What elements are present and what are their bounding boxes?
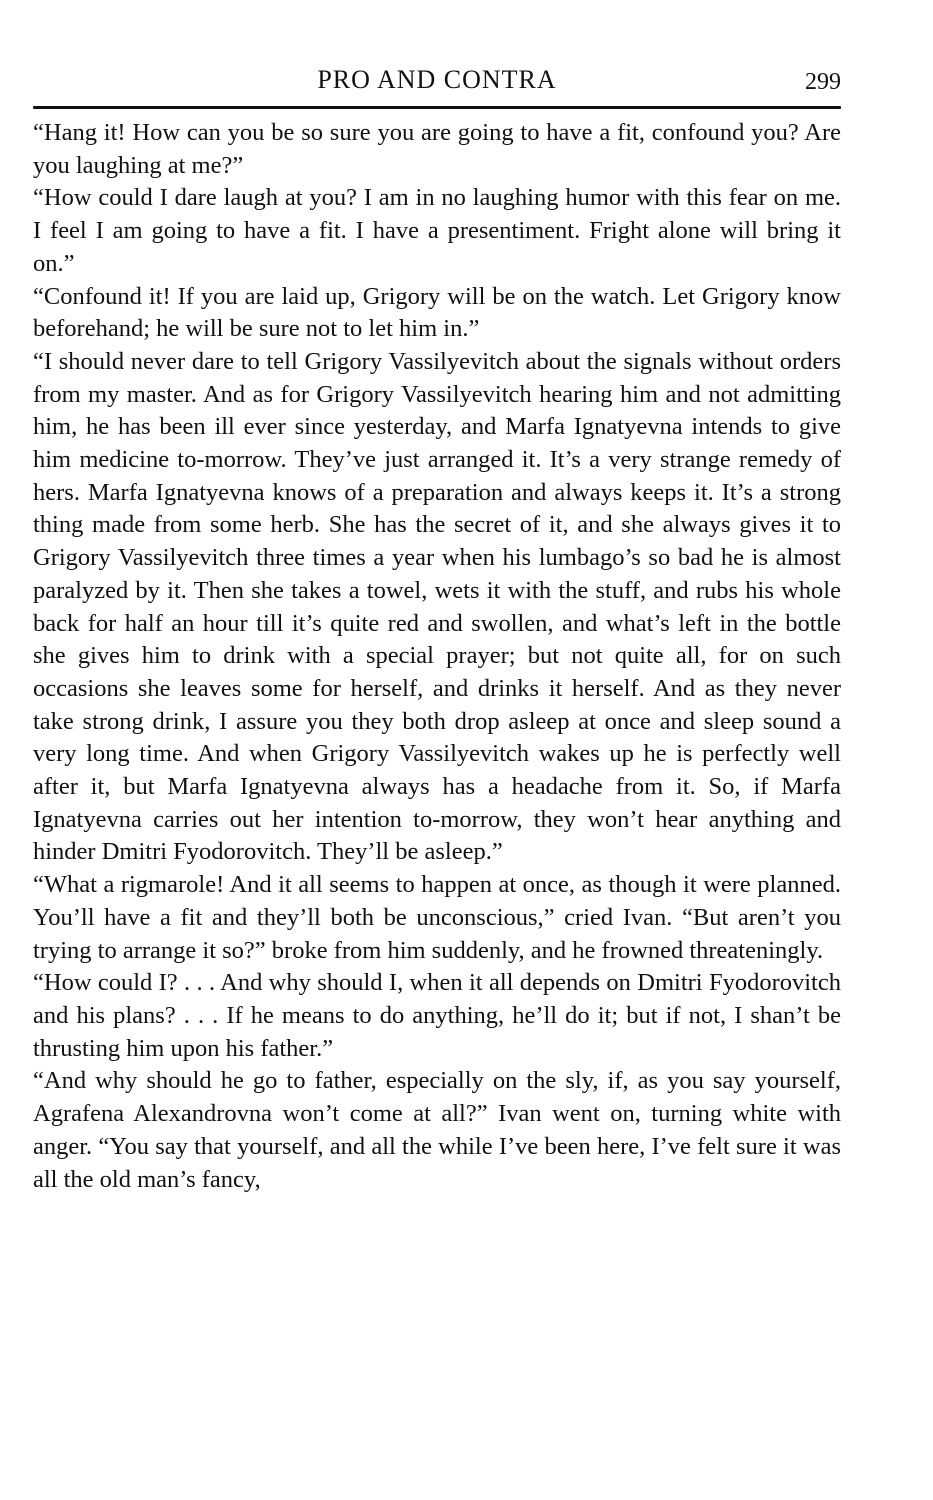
paragraph: “What a rigmarole! And it all seems to happen at once, as though it were planned. You’ll have a fit and they’ll both be unconscious,” cried Ivan. “But aren’t you trying to arrange it so?” broke from him suddenly, and he frowned threateningly. xyxy=(33,871,841,964)
header-rule xyxy=(33,106,841,109)
page-number: 299 xyxy=(805,69,841,95)
running-title: PRO AND CONTRA xyxy=(317,65,557,94)
paragraph: “I should never dare to tell Grigory Vassilyevitch about the signals without orders from my master. And as for Grigory Vassilyevitch hearing him and not admitting him, he has been ill ever since yesterday, and Marfa Ignatyevna intends to give him medicine to-morrow. They’ve just arranged it. It’s a very strange remedy of hers. Marfa Ignatyevna knows of a preparation and always keeps it. It’s a strong thing made from some herb. She has the secret of it, and she always gives it to Grigory Vassilyevitch three times a year when his lumbago’s so bad he is almost paralyzed by it. Then she takes a towel, wets it with the stuff, and rubs his whole back for half an hour till it’s quite red and swollen, and what’s left in the bottle she gives him to drink with a special prayer; but not quite all, for on such occasions she leaves some for herself, and drinks it herself. And as they never take strong drink, I assure you they both drop asleep at once and sleep sound a very long time. And when Grigory Vassilyevitch wakes up he is perfectly well after it, but Marfa Ignatyevna always has a headache from it. So, if Marfa Ignatyevna carries out her intention to-morrow, they won’t hear anything and hinder Dmitri Fyodorovitch. They’ll be asleep.” xyxy=(33,347,841,866)
body-text xyxy=(33,117,841,1196)
paragraph: “Hang it! How can you be so sure you are going to have a fit, confound you? Are you laughing at me?” xyxy=(33,119,841,179)
paragraph: “How could I dare laugh at you? I am in no laughing humor with this fear on me. I feel I am going to have a fit. I have a presentiment. Fright alone will bring it on.” xyxy=(33,184,841,277)
paragraph: “How could I? . . . And why should I, when it all depends on Dmitri Fyodorovitch and his plans? . . . If he means to do anything, he’ll do it; but if not, I shan’t be thrusting him upon his father.” xyxy=(33,969,841,1062)
page-header xyxy=(33,60,841,100)
paragraph: “Confound it! If you are laid up, Grigory will be on the watch. Let Grigory know beforehand; he will be sure not to let him in.” xyxy=(33,282,841,343)
book-page xyxy=(33,60,841,1460)
paragraph: “And why should he go to father, especially on the sly, if, as you say yourself, Agrafena Alexandrovna won’t come at all?” Ivan went on, turning white with anger. “You say that yourself, and all the while I’ve been here, I’ve felt sure it was all the old man’s fancy, xyxy=(33,1067,841,1193)
